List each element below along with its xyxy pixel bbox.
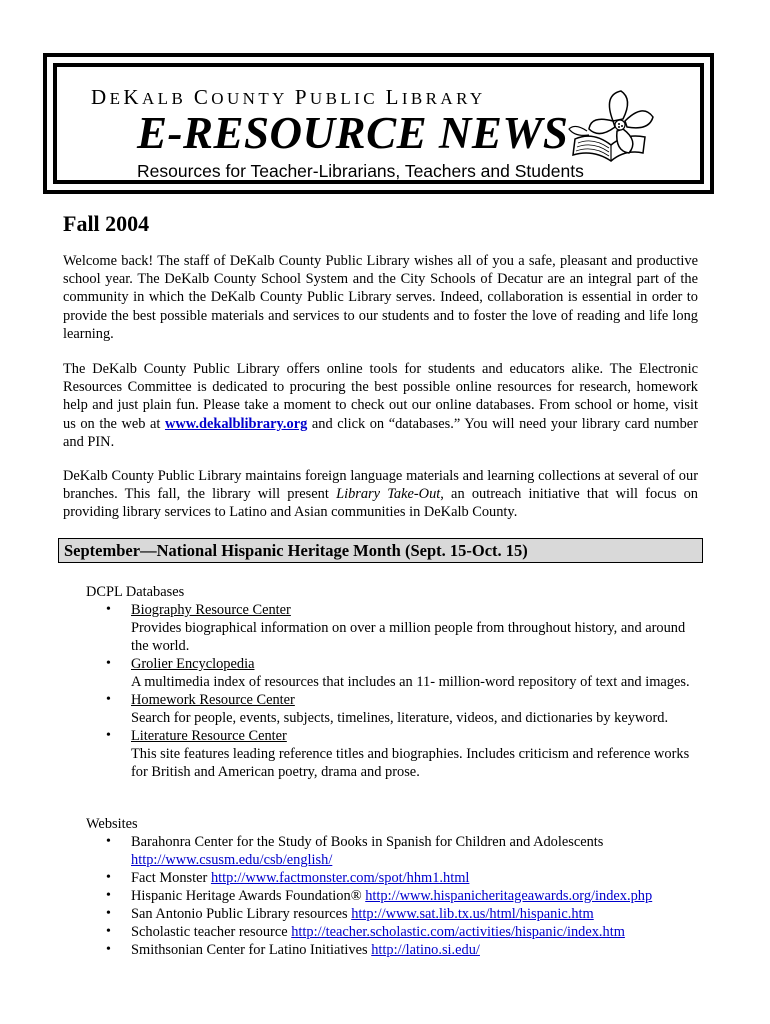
dogwood-flower-book-icon (565, 87, 657, 169)
bullet: • (106, 888, 111, 903)
website-name: San Antonio Public Library resources (131, 906, 352, 922)
intro-paragraph: Welcome back! The staff of DeKalb County Public Library wishes all of you a safe, pleasant and productive school year. The DeKalb County School System and the City Schools of Decatur are an integral part of the community in which the DeKalb County Public Library serves. Indeed, collaboration is essential in order to provide the best possible materials and services to our students and to foster the love of reading and life long learning. (63, 253, 698, 342)
website-item (86, 905, 701, 923)
bullet: • (106, 834, 111, 849)
website-link[interactable]: http://www.factmonster.com/spot/hhm1.html (210, 870, 470, 886)
website-name: Hispanic Heritage Awards Foundation® (131, 888, 366, 904)
outreach-paragraph-text-end: , an outreach initiative that will focus on providing library services to Latino and Asian communities in DeKalb County. (63, 486, 698, 521)
issue-title: Fall 2004 (63, 211, 150, 236)
bullet: • (106, 906, 111, 921)
database-name[interactable]: Homework Resource Center (131, 692, 295, 708)
database-description: A multimedia index of resources that includes an 11- million-word repository of text and images. (131, 674, 690, 690)
bullet: • (106, 602, 111, 617)
tagline: Resources for Teacher-Librarians, Teachers and Students (137, 161, 584, 181)
section-heading: September—National Hispanic Heritage Month (Sept. 15-Oct. 15) (58, 538, 703, 563)
database-description: Provides biographical information on over a million people from throughout history, and around the world. (131, 620, 686, 654)
website-name: Barahonra Center for the Study of Books in Spanish for Children and Adolescents (131, 834, 604, 850)
databases-paragraph-text: The DeKalb County Public Library offers online tools for students and educators alike. The Electronic Resources Committee is dedicated to procuring the best possible online resources for research, homework help and just plain fun. Please take a moment to check out our online databases. From school or home, visit us on the web at (63, 361, 698, 432)
website-link[interactable]: http://teacher.scholastic.com/activities/hispanic/index.htm (291, 924, 625, 940)
databases-paragraph (63, 360, 698, 451)
newsletter-title: E-RESOURCE NEWS (137, 108, 569, 158)
database-item (86, 727, 701, 781)
outreach-paragraph (63, 467, 698, 522)
website-link[interactable]: http://latino.si.edu/ (371, 942, 480, 958)
database-description: Search for people, events, subjects, timelines, literature, videos, and dictionaries by keyword. (131, 710, 669, 726)
websites-label: Websites (86, 816, 138, 832)
bullet: • (106, 656, 111, 671)
website-item (86, 941, 701, 959)
website-name: Fact Monster (131, 870, 211, 886)
masthead (43, 53, 714, 194)
website-name: Smithsonian Center for Latino Initiatives (131, 942, 372, 958)
website-item (86, 923, 701, 941)
database-name[interactable]: Biography Resource Center (131, 602, 291, 618)
websites-list (86, 833, 701, 959)
databases-list (86, 601, 701, 781)
database-item (86, 691, 701, 727)
bullet: • (106, 728, 111, 743)
website-link[interactable]: http://www.csusm.edu/csb/english/ (131, 852, 333, 868)
database-name[interactable]: Grolier Encyclopedia (131, 656, 255, 672)
website-item (86, 869, 701, 887)
databases-label: DCPL Databases (86, 584, 185, 600)
library-website-link[interactable]: www.dekalblibrary.org (164, 415, 308, 432)
library-take-out-title: Library Take-Out (336, 486, 441, 503)
bullet: • (106, 942, 111, 957)
bullet: • (106, 692, 111, 707)
bullet: • (106, 924, 111, 939)
website-name: Scholastic teacher resource (131, 924, 292, 940)
database-description: This site features leading reference titles and biographies. Includes criticism and reference works for British and American poetry, drama and prose. (131, 746, 690, 780)
website-link[interactable]: http://www.sat.lib.tx.us/html/hispanic.htm (351, 906, 594, 922)
website-link[interactable]: http://www.hispanicheritageawards.org/index.php (365, 888, 653, 904)
masthead-inner-border (53, 63, 704, 184)
databases-paragraph-text-end: and click on “databases.” You will need your library card number and PIN. (63, 415, 698, 450)
website-item (86, 887, 701, 905)
bullet: • (106, 870, 111, 885)
database-name[interactable]: Literature Resource Center (131, 728, 287, 744)
library-name: DEKALB COUNTY PUBLIC LIBRARY (91, 85, 486, 109)
outreach-paragraph-text: DeKalb County Public Library maintains foreign language materials and learning collections at several of our branches. This fall, the library will present (63, 468, 698, 503)
database-item (86, 601, 701, 655)
database-item (86, 655, 701, 691)
website-item (86, 833, 701, 869)
